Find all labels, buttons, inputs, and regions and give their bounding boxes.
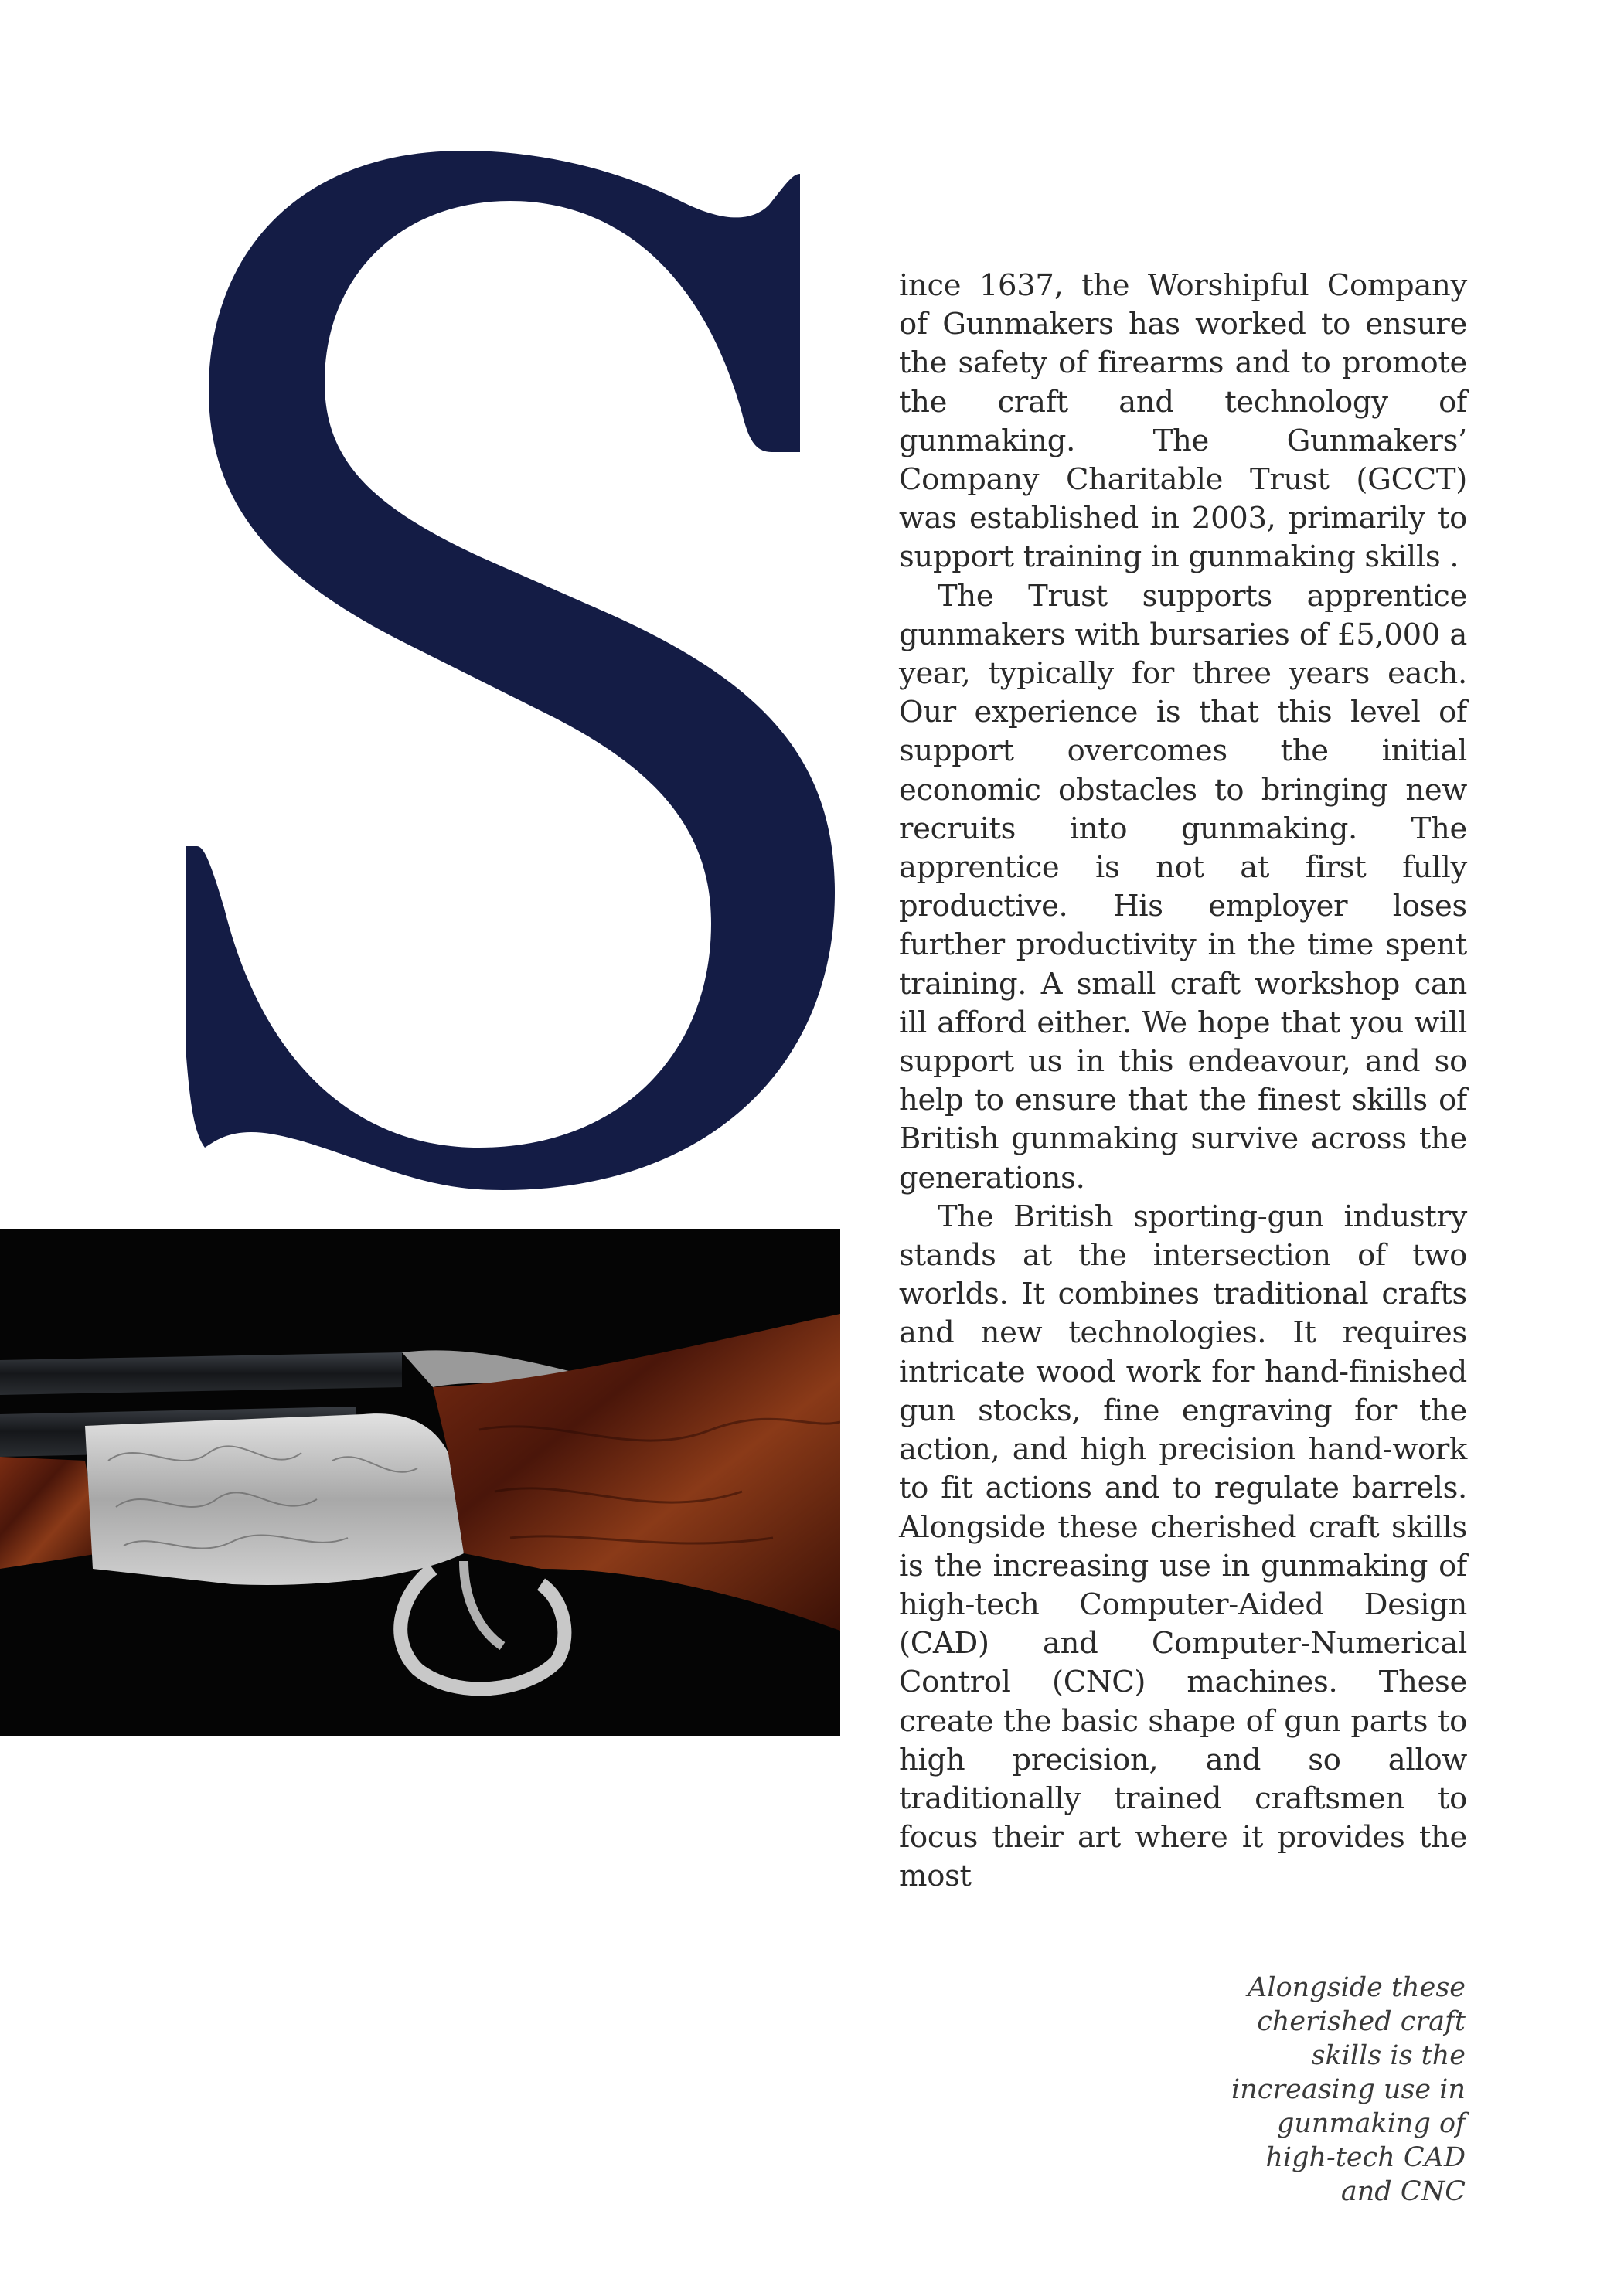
pull-quote-line-1: Alongside these bbox=[1248, 1972, 1466, 2003]
pull-quote-line-7: and CNC bbox=[1340, 2176, 1466, 2207]
pull-quote-line-6: high-tech CAD bbox=[1265, 2142, 1466, 2173]
article-paragraph-3: The British sporting-gun industry stands at the intersection of two worlds. It combines traditional crafts and new technologies. It requires intricate wood work for hand-finished gun stocks, fine engraving for the action, and high precision hand-work to fit actions and to regulate barrels. Alongside these cherished craft skills is the increasing use in gunmaking of high-tech Computer-Aided Design (CAD) and Computer-Numerical Control (CNC) machines. These create the basic shape of gun parts to high precision, and so allow traditionally trained craftsmen to focus their art where it provides the most bbox=[899, 1199, 1467, 1894]
dropcap-s-glyph bbox=[178, 151, 873, 1202]
shotgun-photo bbox=[0, 1229, 840, 1736]
article-paragraph-1: ince 1637, the Worshipful Company of Gunmakers has worked to ensure the safety of firearms and to promote the craft and technology of gunmaking. The Gunmakers’ Company Charitable Trust (GCCT) was established in 2003, primarily to support training in gunmaking skills . bbox=[899, 268, 1467, 575]
pull-quote bbox=[1206, 1971, 1466, 2209]
article-paragraph-2: The Trust supports apprentice gunmakers with bursaries of £5,000 a year, typically for three years each. Our experience is that this level of support overcomes the initial economic obstacles to bringing new recruits into gunmaking. The apprentice is not at first fully productive. His employer loses further productivity in the time spent training. A small craft workshop can ill afford either. We hope that you will support us in this endeavour, and so help to ensure that the finest skills of British gunmaking survive across the generations. bbox=[899, 578, 1467, 1196]
pull-quote-line-3: skills is the bbox=[1311, 2040, 1466, 2071]
article-body bbox=[899, 267, 1467, 1896]
pull-quote-line-4: increasing use in bbox=[1231, 2074, 1466, 2105]
pull-quote-line-5: gunmaking of bbox=[1276, 2108, 1466, 2139]
dropcap-letter bbox=[178, 151, 873, 1202]
shotgun-illustration bbox=[0, 1229, 840, 1736]
pull-quote-line-2: cherished craft bbox=[1257, 2006, 1466, 2037]
